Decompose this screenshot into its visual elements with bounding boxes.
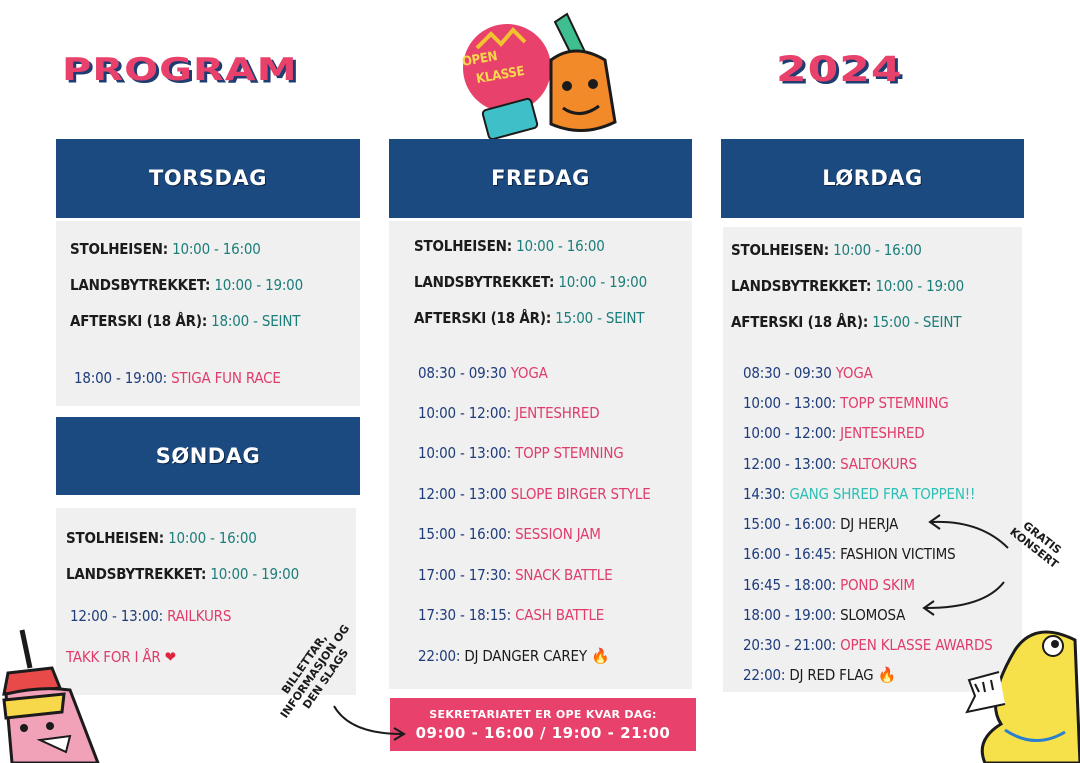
torsdag-event-1: 18:00 - 19:00: STIGA FUN RACE <box>74 369 281 387</box>
heart-icon: ❤ <box>164 648 176 666</box>
gratis-note: GRATIS KONSERT <box>1007 518 1064 571</box>
fredag-event-8: 22:00: DJ DANGER CAREY 🔥 <box>418 647 610 665</box>
fredag-event-2: 10:00 - 12:00: JENTESHRED <box>418 404 600 422</box>
fredag-event-7: 17:30 - 18:15: CASH BATTLE <box>418 606 605 624</box>
day-header-sondag: SØNDAG <box>56 417 360 495</box>
sekretariat-box <box>390 698 696 751</box>
fredag-event-3: 10:00 - 13:00: TOPP STEMNING <box>418 444 624 462</box>
lordag-event-10: 20:30 - 21:00: OPEN KLASSE AWARDS <box>743 636 993 654</box>
sondag-closing: TAKK FOR I ÅR ❤ <box>66 648 176 666</box>
day-header-torsdag: TORSDAG <box>56 139 360 218</box>
sekretariat-title: SEKRETARIATET ER OPE KVAR DAG: <box>429 708 657 721</box>
ketchup-bottle-character-icon <box>0 628 110 763</box>
lordag-event-11: 22:00: DJ RED FLAG 🔥 <box>743 666 896 684</box>
torsdag-lift-2: LANDSBYTREKKET: 10:00 - 19:00 <box>70 276 303 294</box>
day-header-lordag: LØRDAG <box>721 139 1024 218</box>
logo-text-klasse: KLASSE <box>475 63 526 88</box>
sekretariat-hours: 09:00 - 16:00 / 19:00 - 21:00 <box>415 724 671 742</box>
fredag-event-5: 15:00 - 16:00: SESSION JAM <box>418 525 601 543</box>
year-title: 2024 <box>776 50 903 90</box>
sondag-lift-2: LANDSBYTREKKET: 10:00 - 19:00 <box>66 565 299 583</box>
sondag-event-1: 12:00 - 13:00: RAILKURS <box>70 607 232 625</box>
lordag-lift-1: STOLHEISEN: 10:00 - 16:00 <box>731 241 922 259</box>
yellow-monster-character-icon <box>965 620 1080 763</box>
billett-note: BILLETTAR, INFORMASJON OG DEN SLAGS <box>277 622 353 721</box>
lordag-event-8: 16:45 - 18:00: POND SKIM <box>743 576 915 594</box>
flame-icon: 🔥 <box>877 666 896 684</box>
lordag-event-3: 10:00 - 12:00: JENTESHRED <box>743 424 925 442</box>
flame-icon: 🔥 <box>590 647 610 665</box>
arrows-gratis-icon <box>920 510 1015 620</box>
fredag-lift-1: STOLHEISEN: 10:00 - 16:00 <box>414 237 605 255</box>
lordag-event-4: 12:00 - 13:00: SALTOKURS <box>743 455 917 473</box>
lordag-lift-2: LANDSBYTREKKET: 10:00 - 19:00 <box>731 277 964 295</box>
fredag-event-4: 12:00 - 13:00 SLOPE BIRGER STYLE <box>418 485 651 503</box>
day-header-fredag: FREDAG <box>389 139 692 218</box>
fredag-event-1: 08:30 - 09:30 YOGA <box>418 364 548 382</box>
torsdag-lift-3: AFTERSKI (18 ÅR): 18:00 - SEINT <box>70 312 301 330</box>
sondag-lift-1: STOLHEISEN: 10:00 - 16:00 <box>66 529 257 547</box>
logo-text-open: OPEN <box>460 49 499 70</box>
lordag-lift-3: AFTERSKI (18 ÅR): 15:00 - SEINT <box>731 313 962 331</box>
lordag-event-2: 10:00 - 13:00: TOPP STEMNING <box>743 394 949 412</box>
fredag-lift-2: LANDSBYTREKKET: 10:00 - 19:00 <box>414 273 647 291</box>
torsdag-lift-1: STOLHEISEN: 10:00 - 16:00 <box>70 240 261 258</box>
lordag-event-5: 14:30: GANG SHRED FRA TOPPEN!! <box>743 485 976 503</box>
program-title: PROGRAM <box>62 52 298 88</box>
arrow-billett-icon <box>330 700 410 745</box>
fredag-event-6: 17:00 - 17:30: SNACK BATTLE <box>418 566 613 584</box>
lordag-event-6: 15:00 - 16:00: DJ HERJA <box>743 515 899 533</box>
lordag-event-9: 18:00 - 19:00: SLOMOSA <box>743 606 906 624</box>
fredag-lift-3: AFTERSKI (18 ÅR): 15:00 - SEINT <box>414 309 645 327</box>
lordag-event-7: 16:00 - 16:45: FASHION VICTIMS <box>743 545 956 563</box>
lordag-event-1: 08:30 - 09:30 YOGA <box>743 364 873 382</box>
